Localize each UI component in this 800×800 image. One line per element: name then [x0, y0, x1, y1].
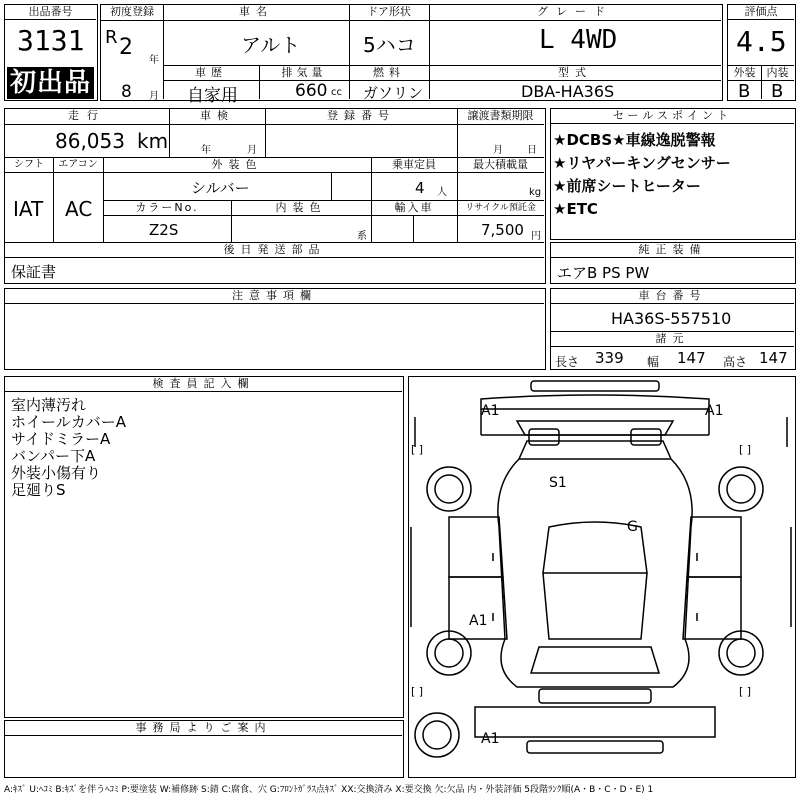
notes-label: 注意事項欄 [5, 289, 544, 304]
first-listing-badge: 初出品 [7, 67, 94, 99]
history: 自家用 [187, 86, 238, 106]
capacity: 4 [415, 179, 425, 197]
height: 147 [759, 349, 788, 367]
displacement-label: 排気量 [281, 66, 327, 79]
notes-box [4, 288, 546, 370]
displacement-unit: cc [331, 87, 342, 98]
import-label: 輸入車 [394, 201, 434, 214]
inspection-label: 車検 [200, 109, 234, 122]
office-label: 事務局よりご案内 [5, 721, 402, 736]
mark-rear-left: A1 [469, 613, 488, 629]
shift: IAT [13, 197, 44, 221]
inspector-line-2: ホイールカバーA [11, 413, 126, 431]
details-box [4, 108, 546, 284]
recycle: 7,500 [481, 221, 524, 239]
history-label: 車歴 [195, 66, 227, 79]
car-diagram-box [408, 376, 796, 778]
recycle-label: リサイクル預託金 [465, 203, 536, 213]
lot-number: 3131 [17, 24, 85, 57]
ac-label: エアコン [58, 159, 98, 170]
equipment-label: 純正装備 [551, 243, 794, 258]
insp-month-unit: 月 [247, 145, 257, 156]
transfer-label: 譲渡書類期限 [467, 109, 534, 122]
month-unit: 月 [149, 91, 159, 102]
color-no-label: カラーNo. [135, 201, 199, 214]
transfer-day-unit: 日 [527, 145, 537, 156]
mark-roof: S1 [549, 475, 567, 491]
capacity-label: 乗車定員 [392, 158, 436, 171]
load-label: 最大積載量 [473, 158, 528, 171]
car-diagram [409, 377, 794, 776]
lot-box [4, 4, 98, 101]
chassis-number: HA36S-557510 [611, 309, 732, 328]
inspector-line-3: サイドミラーA [11, 430, 111, 448]
fuel: ガソリン [363, 84, 424, 102]
bracket-right-top: [ ] [739, 443, 752, 456]
score: 4.5 [736, 25, 787, 58]
first-reg-label: 初度登録 [110, 5, 154, 18]
door-label: ドア形状 [367, 5, 411, 18]
later-parts: 保証書 [11, 263, 57, 281]
plate-label: 登録番号 [327, 109, 395, 122]
mileage: 86,053 [55, 129, 125, 153]
chassis-box [550, 288, 796, 370]
color-no: Z2S [149, 221, 179, 239]
sales-point-3: ★前席シートヒーター [553, 177, 701, 195]
year-unit: 年 [149, 55, 159, 66]
mark-front-right: A1 [705, 403, 724, 419]
mark-front-left: A1 [481, 403, 500, 419]
interior-color-label: 内装色 [275, 201, 327, 214]
model: DBA-HA36S [521, 82, 615, 101]
dims-label: 諸元 [655, 332, 690, 345]
bracket-left-top: [ ] [411, 443, 424, 456]
reg-year: 2 [119, 35, 133, 60]
inspector-line-4: バンパー下A [11, 447, 96, 465]
inspector-line-5: 外装小傷有り [11, 464, 102, 482]
model-label: 型式 [558, 66, 592, 79]
car-name: アルト [241, 33, 301, 57]
width: 147 [677, 349, 706, 367]
interior-suffix: 系 [357, 231, 367, 242]
inspector-line-1: 室内薄汚れ [11, 396, 87, 414]
length: 339 [595, 349, 624, 367]
score-box [727, 4, 796, 101]
mark-rear: A1 [481, 731, 500, 747]
sales-points-box [550, 108, 796, 240]
later-parts-label: 後日発送部品 [223, 243, 326, 256]
lot-label: 出品番号 [5, 5, 96, 20]
score-label: 評価点 [728, 5, 794, 20]
bracket-right-bottom: [ ] [739, 685, 752, 698]
chassis-label: 車台番号 [551, 289, 794, 304]
equipment-box [550, 242, 796, 284]
bracket-left-bottom: [ ] [411, 685, 424, 698]
shift-label: シフト [14, 159, 44, 170]
inspector-box [4, 376, 404, 718]
color: シルバー [191, 179, 250, 197]
insp-year-unit: 年 [201, 145, 211, 156]
int-label: 内装 [766, 66, 789, 79]
inspector-label: 検査員記入欄 [5, 377, 402, 392]
int-grade: B [771, 81, 784, 102]
length-label: 長さ [555, 355, 580, 369]
capacity-unit: 人 [437, 187, 447, 198]
grade: L 4WD [539, 25, 618, 55]
ac: AC [65, 197, 93, 221]
equipment: エアB PS PW [557, 264, 650, 282]
ext-label: 外装 [733, 66, 756, 79]
color-label: 外装色 [211, 158, 263, 171]
sales-points-label: セールスポイント [551, 109, 794, 124]
era: R [105, 27, 118, 48]
load-unit: kg [529, 187, 542, 198]
legend: A:ｷｽﾞ U:ﾍｺﾐ B:ｷｽﾞを伴うﾍｺﾐ P:要塗装 W:補修跡 S:錆 C:腐食、穴 G:ﾌﾛﾝﾄｶﾞﾗｽ点ｷｽﾞ XX:交換済み X:要交換 欠:欠品 内・外装評価 5段階ﾗﾝｸ順(A・B・C・D・E) 1 [4, 785, 654, 795]
mileage-unit: km [137, 129, 169, 153]
mark-glass: G [627, 519, 638, 535]
height-label: 高さ [723, 355, 748, 369]
mileage-label: 走行 [68, 109, 106, 122]
displacement: 660 [295, 81, 328, 101]
sales-point-4: ★ETC [553, 200, 598, 218]
door-type: 5ハコ [363, 33, 416, 57]
fuel-label: 燃料 [373, 66, 405, 79]
sales-point-1: ★DCBS★車線逸脱警報 [553, 131, 716, 149]
recycle-unit: 円 [531, 231, 541, 242]
width-label: 幅 [647, 355, 660, 369]
vehicle-header-box [100, 4, 723, 106]
grade-label: グレード [537, 5, 613, 18]
transfer-month-unit: 月 [493, 145, 503, 156]
reg-month: 8 [121, 82, 132, 102]
ext-grade: B [738, 81, 751, 102]
inspector-line-6: 足廻りS [11, 481, 66, 499]
sales-point-2: ★リヤパーキングセンサー [553, 154, 731, 172]
office-box [4, 720, 404, 778]
car-name-label: 車名 [239, 5, 273, 18]
